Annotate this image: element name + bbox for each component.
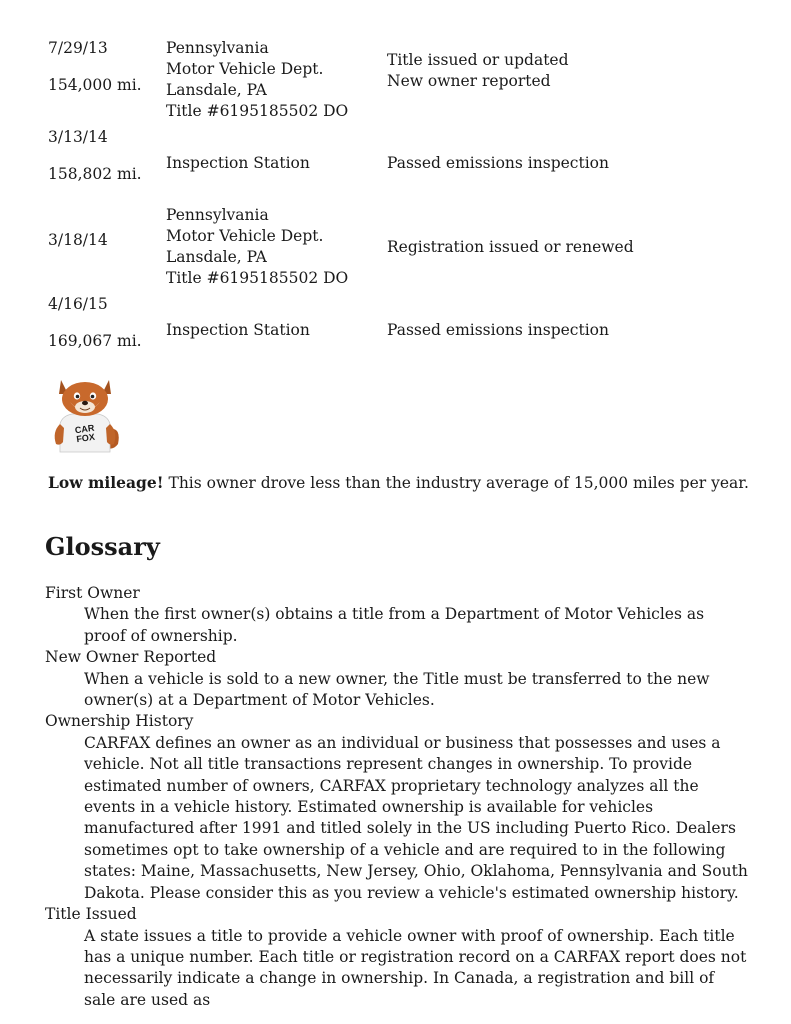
low-mileage-label: Low mileage! xyxy=(48,473,164,492)
glossary-definition: When the first owner(s) obtains a title from a Department of Motor Vehicles as proof of ownership. xyxy=(84,605,705,645)
record-mileage: 158,802 mi. xyxy=(48,165,142,183)
record-comments xyxy=(387,237,634,258)
source-line: Pennsylvania xyxy=(166,39,269,57)
source-line: Motor Vehicle Dept. xyxy=(166,227,324,245)
comment-line: Passed emissions inspection xyxy=(387,154,609,172)
source-line: Lansdale, PA xyxy=(166,81,267,99)
record-comments xyxy=(387,153,609,174)
record-comments xyxy=(387,320,609,341)
carfox-mascot-image xyxy=(48,372,122,454)
record-source xyxy=(166,153,310,174)
record-mileage: 169,067 mi. xyxy=(48,332,142,350)
record-comments xyxy=(387,50,569,92)
glossary-term: Ownership History xyxy=(45,712,194,731)
source-line: Motor Vehicle Dept. xyxy=(166,60,324,78)
glossary-term: First Owner xyxy=(45,584,140,602)
source-line: Lansdale, PA xyxy=(166,248,267,266)
source-line: Title #6195185502 DO xyxy=(166,269,349,287)
comment-line: Title issued or updated xyxy=(387,51,569,69)
glossary-term: New Owner Reported xyxy=(45,648,217,667)
source-line: Inspection Station xyxy=(166,154,310,172)
glossary-definition: When a vehicle is sold to a new owner, the Title must be transferred to the new owner(s) at a Department of Motor Vehicles. xyxy=(84,669,710,710)
glossary-definition: CARFAX defines an owner as an individual or business that possesses and uses a vehicle. Not all title transactions represent changes in ownership. To provide estimated number of owners, CARFAX proprietary technology analyzes all the events in a vehicle history. Estimated ownership is available for vehicles manufactured after 1991 and titled solely in the US including Puerto Rico. Dealers sometimes opt to take ownership of a vehicle and are required to in the following states: Maine, Massachusetts, New Jersey, Ohio, Oklahoma, Pennsylvania and South Dakota. Please consider this as you review a vehicle's estimated ownership history. xyxy=(84,733,748,902)
record-date: 7/29/13 xyxy=(48,39,108,57)
shirt-logo-line: CAR xyxy=(74,422,95,436)
source-line: Title #6195185502 DO xyxy=(166,102,349,120)
source-line: Pennsylvania xyxy=(166,206,269,224)
comment-line: Registration issued or renewed xyxy=(387,238,634,256)
record-date: 3/18/14 xyxy=(48,231,108,249)
glossary-term: Title Issued xyxy=(45,905,137,924)
record-source xyxy=(166,205,348,289)
comment-line: New owner reported xyxy=(387,72,551,90)
low-mileage-note xyxy=(48,472,768,494)
record-date: 4/16/15 xyxy=(48,295,108,313)
glossary-heading: Glossary xyxy=(45,532,160,561)
low-mileage-text: This owner drove less than the industry average of 15,000 miles per year. xyxy=(163,474,749,492)
record-source xyxy=(166,320,310,341)
shirt-logo-line: FOX xyxy=(75,431,96,445)
record-source xyxy=(166,38,348,122)
comment-line: Passed emissions inspection xyxy=(387,321,609,339)
glossary-list xyxy=(45,583,755,1011)
glossary-definition: A state issues a title to provide a vehicle owner with proof of ownership. Each title has a unique number. Each title or registration record on a CARFAX report does not necessarily indicate a change in ownership. In Canada, a registration and bill of sale are used as xyxy=(84,926,747,1009)
source-line: Inspection Station xyxy=(166,321,310,339)
record-date: 3/13/14 xyxy=(48,128,108,146)
record-mileage: 154,000 mi. xyxy=(48,76,142,94)
